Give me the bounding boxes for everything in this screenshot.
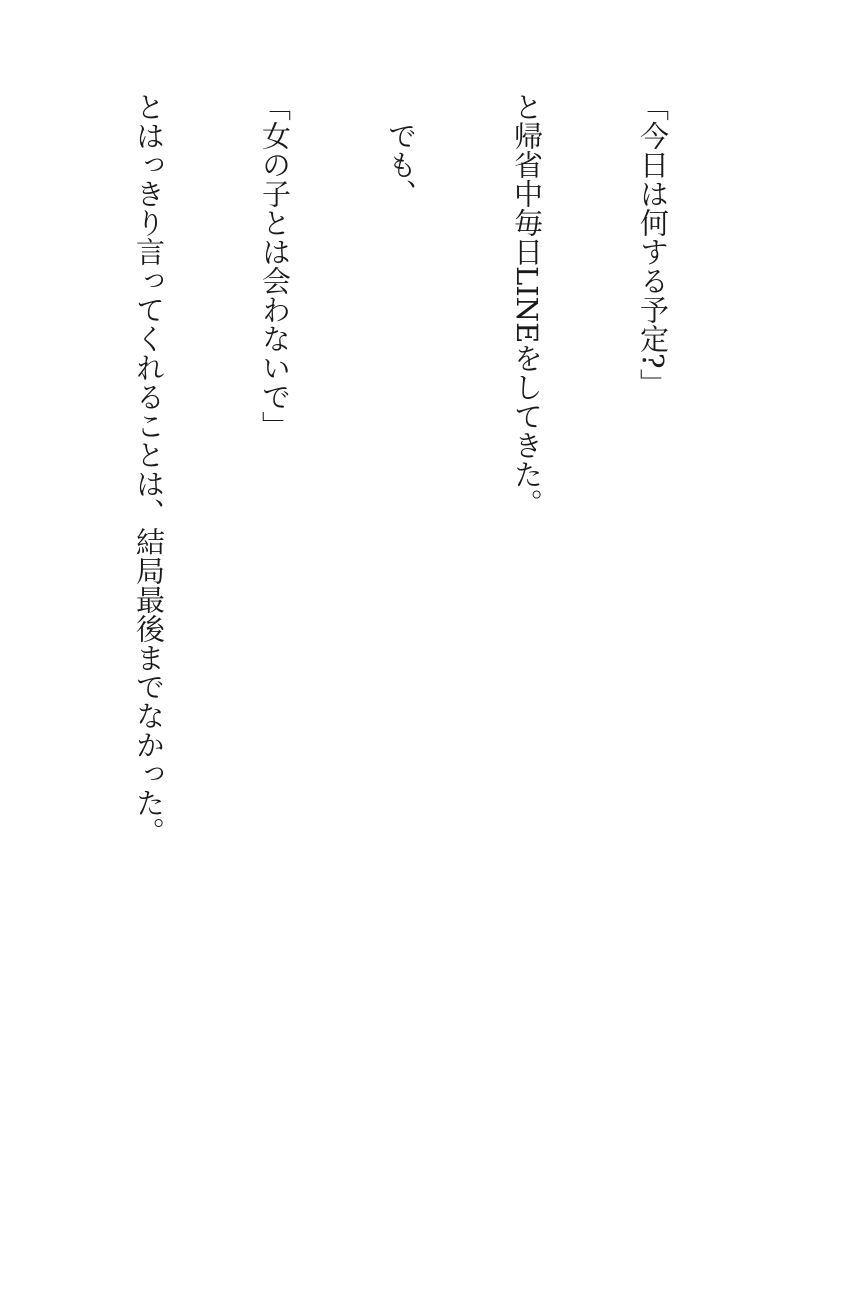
paragraph-gap bbox=[0, 92, 44, 1152]
text-line: と帰省中毎日LINEをしてきた。 bbox=[510, 92, 544, 518]
text-line: とはっきり言ってくれることは、結局最後までなかった。 bbox=[132, 92, 166, 846]
text-line: 「今日は何する予定?」 bbox=[636, 92, 670, 398]
text-line: 「女の子とは会わないで」 bbox=[258, 92, 292, 440]
vertical-text-body bbox=[0, 92, 758, 1152]
text-line: でも、 bbox=[384, 92, 418, 208]
